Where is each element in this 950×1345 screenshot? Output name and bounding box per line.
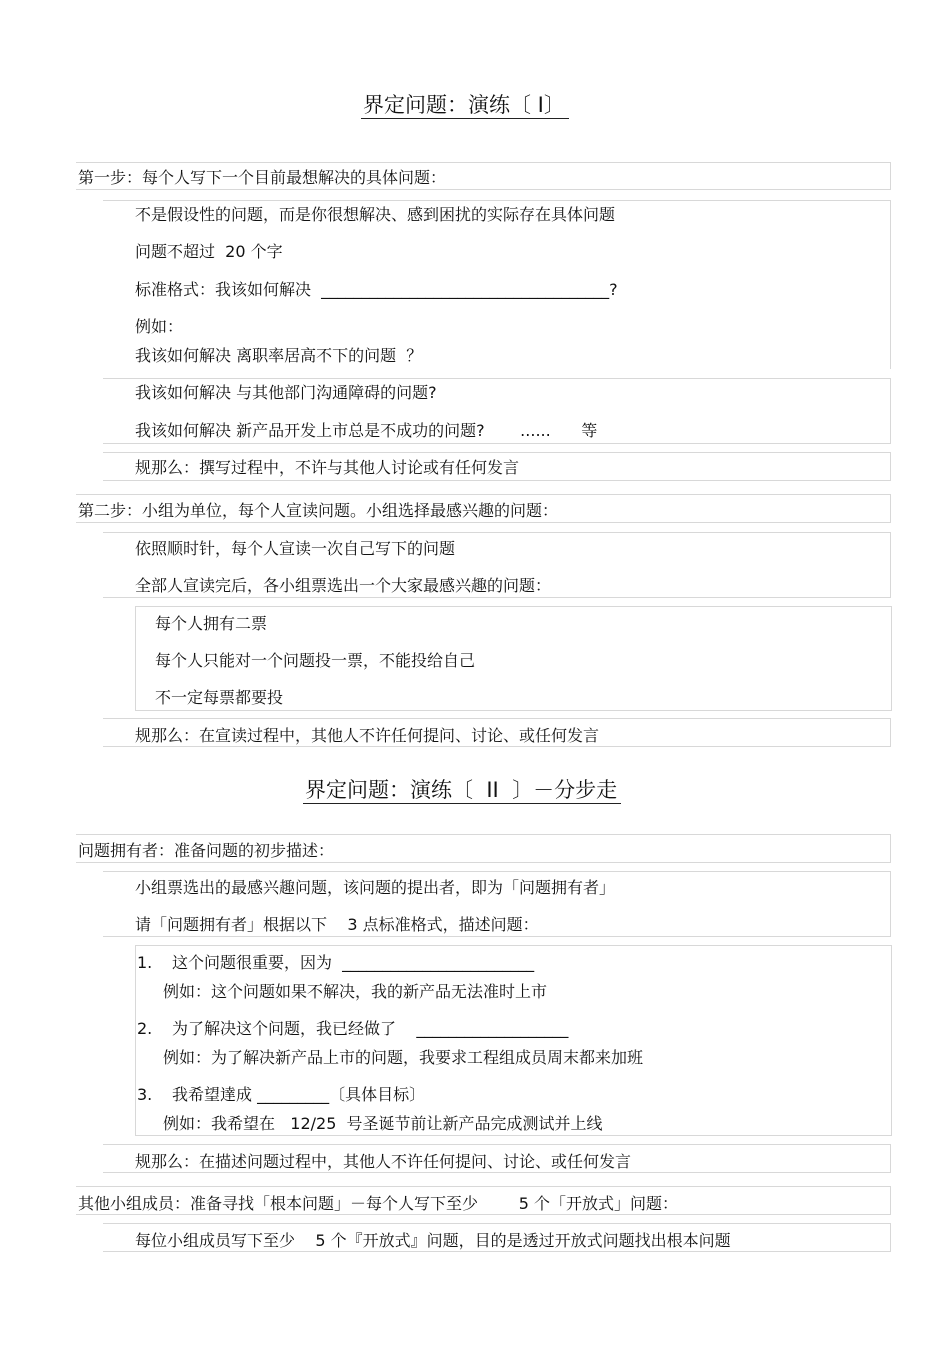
example-line: 我该如何解决 离职率居高不下的问题 ？ xyxy=(135,346,423,365)
others-item: 每位小组成员写下至少 5 个『开放式』问题，目的是透过开放式问题找出根本问题 xyxy=(135,1231,731,1250)
point-example: 例如：这个问题如果不解决，我的新产品无法准时上市 xyxy=(163,982,548,1001)
point-text: 为了解决这个问题，我已经做了 ___________________ xyxy=(172,1019,569,1038)
point-number: 3. xyxy=(137,1085,153,1104)
rule2: 规那么：在宣读过程中，其他人不许任何提问、讨论、或任何发言 xyxy=(135,726,600,745)
rule1: 规那么：撰写过程中，不许与其他人讨论或有任何发言 xyxy=(135,458,520,477)
section2-title: 界定问题：演练〔 II 〕－分步走 xyxy=(303,777,621,804)
point-text: 这个问题很重要，因为 ________________________ xyxy=(172,953,535,972)
vote-rule: 不一定每票都要投 xyxy=(155,688,284,707)
point-example: 例如：我希望在 12/25 号圣诞节前让新产品完成测试并上线 xyxy=(163,1114,603,1133)
step1-item: 标准格式：我该如何解决 ____________________________________? xyxy=(135,280,618,299)
step2-item: 依照顺时针，每个人宣读一次自己写下的问题 xyxy=(135,539,456,558)
owner-item: 小组票选出的最感兴趣问题，该问题的提出者，即为「问题拥有者」 xyxy=(135,878,616,897)
point-number: 1. xyxy=(137,953,153,972)
vote-rule: 每个人拥有二票 xyxy=(155,614,268,633)
owner-heading: 问题拥有者：准备问题的初步描述： xyxy=(78,841,335,860)
section1-title: 界定问题：演练〔 I〕 xyxy=(361,92,569,119)
vote-rule: 每个人只能对一个问题投一票，不能投给自己 xyxy=(155,651,476,670)
example-line: 我该如何解决 与其他部门沟通障碍的问题? xyxy=(135,383,437,402)
point-example: 例如：为了解决新产品上市的问题，我要求工程组成员周末都来加班 xyxy=(163,1048,644,1067)
step2-item: 全部人宣读完后，各小组票选出一个大家最感兴趣的问题： xyxy=(135,576,552,595)
example-line: 我该如何解决 新产品开发上市总是不成功的问题? ...... 等 xyxy=(135,421,598,440)
owner-item: 请「问题拥有者」根据以下 3 点标准格式，描述问题： xyxy=(135,915,539,934)
point-text: 我希望達成 _________〔具体目标〕 xyxy=(172,1085,426,1104)
step1-item: 例如： xyxy=(135,317,184,336)
step1-heading: 第一步：每个人写下一个目前最想解决的具体问题： xyxy=(78,168,447,187)
point-number: 2. xyxy=(137,1019,153,1038)
step1-item: 问题不超过 20 个字 xyxy=(135,242,283,261)
step2-heading: 第二步：小组为单位，每个人宣读问题。小组选择最感兴趣的问题： xyxy=(78,501,559,520)
rule3: 规那么：在描述问题过程中，其他人不许任何提问、讨论、或任何发言 xyxy=(135,1152,632,1171)
points-box xyxy=(135,945,892,1136)
others-heading: 其他小组成员：准备寻找「根本问题」－每个人写下至少 5 个「开放式」问题： xyxy=(78,1194,678,1213)
step1-item: 不是假设性的问题，而是你很想解决、感到困扰的实际存在具体问题 xyxy=(135,205,616,224)
